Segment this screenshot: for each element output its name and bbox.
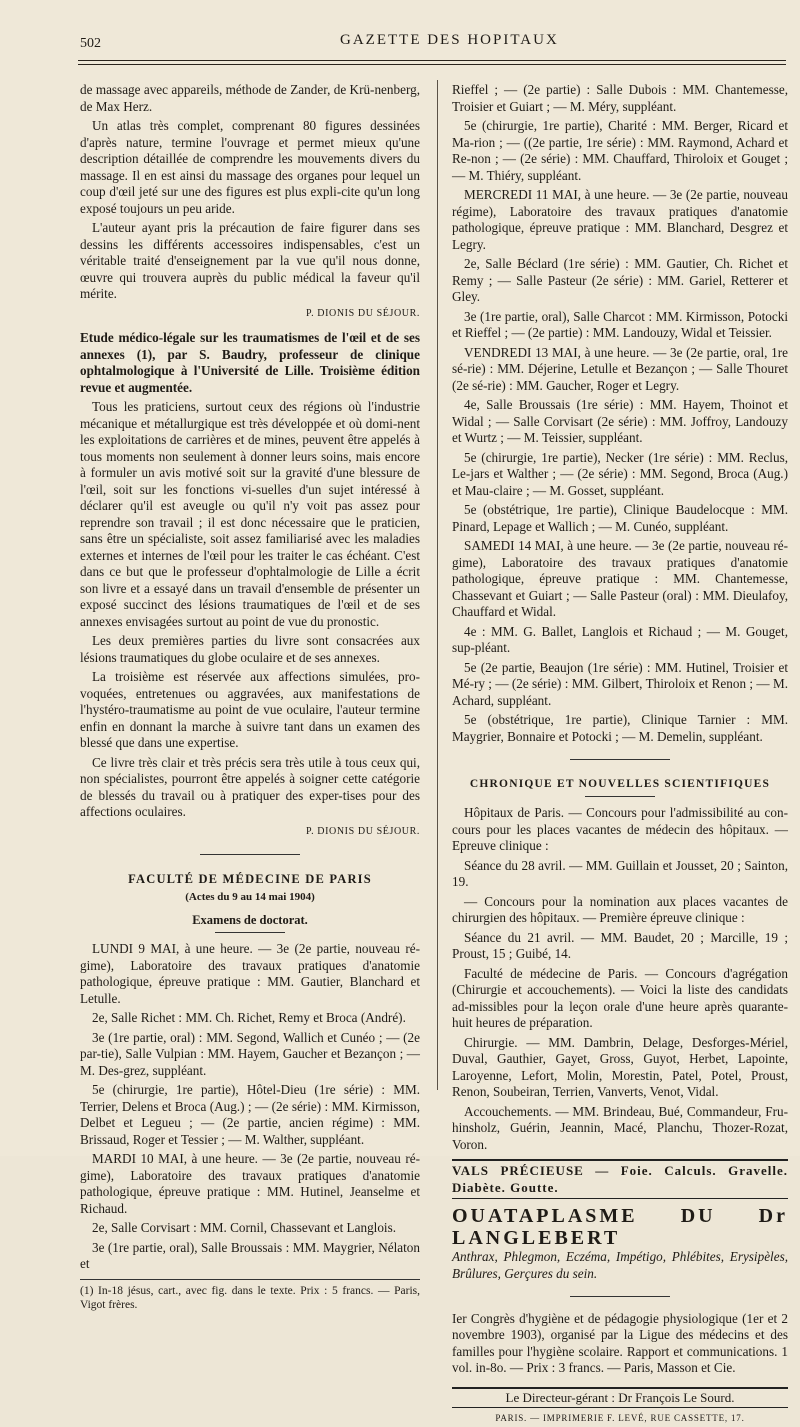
signature: P. DIONIS DU SÉJOUR. <box>306 307 420 319</box>
news-item: Accouchements. — MM. Brindeau, Bué, Commandeur, Fru-hinsholz, Guérin, Jeannin, Macé, Planchu, Thozer-Rozat, Voron. <box>452 1103 788 1152</box>
exam-entry: 3e (1re partie, oral), Salle Broussais : MM. Maygrier, Nélaton et <box>80 1239 420 1271</box>
page-number: 502 <box>80 36 101 51</box>
ornament-divider <box>452 751 788 768</box>
exam-entry: Rieffel ; — (2e partie) : Salle Dubois : MM. Chantemesse, Troisier et Guiart ; — M. Méry, suppléant. <box>452 82 788 114</box>
column-separator <box>437 80 438 1090</box>
paragraph: Tous les praticiens, surtout ceux des régions où l'industrie mécanique et métallurgique est très développée et où domi-nent les exploitations de carrières et de mines, peuvent être appelés à tous moments non seulement à donner leurs soins, mais encore à formuler un avis motivé soit sur la gravité d'une blessure de l'œil, soit sur les fonctions vi-suelles d'un sujet intéressé à déclarer qu'il est aveugle ou qu'il n'y voit pas assez pour reprendre son travail ; il est donc nécessaire que le praticien, sans être un spécialiste, soit assez familiarisé avec les maladies externes et internes de l'œil pour les traiter le cas échéant. C'est dans ce but que le professeur d'ophtalmologie de Lille a écrit son livre et a essayé dans un travail d'ensemble de présenter un exposé succinct des lésions traumatiques de l'œil et de ses annexes envisagées surtout au point de vue du pronostic. <box>80 399 420 629</box>
exam-entry: 5e (chirurgie, 1re partie), Charité : MM. Berger, Ricard et Ma-rion ; — ((2e partie, 1re série) : MM. Raymond, Achard et Re-non ; — (2e série) : MM. Chauffard, Thiroloix et Gouget ; — M. Thiéry, suppléant. <box>452 118 788 183</box>
news-item: Chirurgie. — MM. Dambrin, Delage, Desforges-Mériel, Duval, Gauthier, Gayet, Gross, Guyot, Herbet, Lapointe, Laroyenne, Lefort, Molin, Morestin, Patel, Potel, Proust, Renon, Soubeiran, Terrien, Vanverts, Venot, Vidal. <box>452 1034 788 1099</box>
ornament-divider <box>452 1288 788 1305</box>
signature: P. DIONIS DU SÉJOUR. <box>306 825 420 837</box>
paragraph: Un atlas très complet, comprenant 80 figures dessinées d'après nature, termine l'ouvrage et permet mieux qu'une description détaillée de comprendre les mouvements divers du massage. Il en est ainsi du massage des organes pour lequel un coup d'œil jeté sur une des figures est plus expli-cite qu'un long exposé toujours un peu aride. <box>80 118 420 216</box>
section-title: CHRONIQUE ET NOUVELLES SCIENTIFIQUES <box>469 777 771 790</box>
exam-entry: 5e (2e partie, Beaujon (1re série) : MM. Hutinel, Troisier et Mé-ry ; — (2e série) : MM. Gilbert, Thiroloix et Renon ; — M. Achard, suppléant. <box>452 659 788 708</box>
congress-notice: Ier Congrès d'hygiène et de pédagogie physiologique (1er et 2 novembre 1903), organisé par la Ligue des médecins et des familles pour l'hygiène scolaire. Rapport et communications. 1 vol. in-8o. — Prix : 3 francs. — Paris, Masson et Cie. <box>452 1310 788 1375</box>
news-item: — Concours pour la nomination aux places vacantes de chirurgien des hôpitaux. — Première épreuve clinique : <box>452 893 788 925</box>
exam-entry: SAMEDI 14 MAI, à une heure. — 3e (2e partie, nouveau ré-gime), Laboratoire des travaux pratiques d'anatomie pathologique, épreuve pratique : MM. Chantemesse, Chassevant et Guiart ; — Salle Pasteur (oral) : MM. Dieulafoy, Chauffard et Widal. <box>452 538 788 619</box>
exam-entry: 4e, Salle Broussais (1re série) : MM. Hayem, Thoinot et Widal ; — Salle Corvisart (2e série) : MM. Joffroy, Landouzy et Wurtz ; — M. Teissier, suppléant. <box>452 397 788 445</box>
section-subtitle: (Actes du 9 au 14 mai 1904) <box>185 891 315 903</box>
director-line: Le Directeur-gérant : Dr François Le Sourd. <box>452 1387 788 1409</box>
exam-entry: 5e (chirurgie, 1re partie), Necker (1re série) : MM. Reclus, Le-jars et Walther ; — (2e série) : MM. Segond, Broca (Aug.) et Mau-claire ; — M. Gosset, suppléant. <box>452 449 788 498</box>
news-item: Hôpitaux de Paris. — Concours pour l'admissibilité au con-cours pour les places vacantes de médecin des hôpitaux. — Epreuve clinique : <box>452 805 788 853</box>
divider <box>585 796 655 797</box>
book-review-title: Etude médico-légale sur les traumatismes de l'œil et de ses annexes (1), par S. Baudry, professeur de clinique ophtalmologique à l'Université de Lille. Troisième édition revue et augmentée. <box>80 330 420 395</box>
exam-entry: 2e, Salle Richet : MM. Ch. Richet, Remy et Broca (André). <box>92 1010 406 1025</box>
exam-entry: 3e (1re partie, oral) : MM. Segond, Wallich et Cunéo ; — (2e par-tie), Salle Vulpian : MM. Hayem, Gaucher et Bezançon ; — M. Des-grez, suppléant. <box>80 1029 420 1078</box>
exam-entry: MERCREDI 11 MAI, à une heure. — 3e (2e partie, nouveau régime), Laboratoire des travaux pratiques d'anatomie pathologique, épreuve pratique : MM. Blanchard, Desgrez et Legry. <box>452 187 788 252</box>
ornament-divider <box>80 846 420 863</box>
news-item: Séance du 28 avril. — MM. Guillain et Jousset, 20 ; Sainton, 19. <box>452 857 788 889</box>
divider <box>215 932 285 933</box>
journal-title: GAZETTE DES HOPITAUX <box>340 32 559 48</box>
advertisement-text: Anthrax, Phlegmon, Eczéma, Impétigo, Phlébites, Erysipèles, Brûlures, Gerçures du sein. <box>452 1249 788 1281</box>
printer-line: PARIS. — IMPRIMERIE F. LEVÉ, RUE CASSETTE, 17. <box>495 1413 745 1423</box>
news-item: Séance du 21 avril. — MM. Baudet, 20 ; Marcille, 19 ; Proust, 15 ; Guibé, 14. <box>452 929 788 961</box>
subsection-title: Examens de doctorat. <box>192 912 308 927</box>
advertisement-ouataplasme: OUATAPLASME DU Dr LANGLEBERT <box>452 1205 788 1249</box>
footnote: (1) In-18 jésus, cart., avec fig. dans le texte. Prix : 5 francs. — Paris, Vigot frères. <box>80 1279 420 1312</box>
paragraph: L'auteur ayant pris la précaution de faire figurer dans ses dessins les différents accessoires indispensables, c'est un véritable traité d'enseignement par la vue qu'il nous donne, œuvre qui trouvera auprès du public médical la faveur qu'il mérite. <box>80 220 420 301</box>
exam-entry: MARDI 10 MAI, à une heure. — 3e (2e partie, nouveau ré-gime), Laboratoire des travaux pratiques d'anatomie pathologique, épreuve pratique : MM. Hutinel, Jeanselme et Richaud. <box>80 1151 420 1216</box>
paragraph: de massage avec appareils, méthode de Zander, de Krü-nenberg, de Max Herz. <box>80 82 420 114</box>
exam-entry: VENDREDI 13 MAI, à une heure. — 3e (2e partie, oral, 1re sé-rie) : MM. Déjerine, Letulle et Bezançon ; — Salle Thouret (2e sé-rie) : MM. Gaucher, Roger et Legry. <box>452 344 788 393</box>
exam-entry: 5e (obstétrique, 1re partie), Clinique Baudelocque : MM. Pinard, Lepage et Wallich ; — M. Cunéo, suppléant. <box>452 502 788 534</box>
news-item: Faculté de médecine de Paris. — Concours d'agrégation (Chirurgie et accouchements). — Voici la liste des candidats ad-missibles pour la leçon orale d'une heure après quarante-huit heures de préparation. <box>452 965 788 1030</box>
exam-entry: 3e (1re partie, oral), Salle Charcot : MM. Kirmisson, Potocki et Rieffel ; — (2e partie) : MM. Landouzy, Widal et Teissier. <box>452 308 788 340</box>
paragraph: Les deux premières parties du livre sont consacrées aux lésions traumatiques du globe oculaire et de ses annexes. <box>80 633 420 665</box>
paragraph: Ce livre très clair et très précis sera très utile à tous ceux qui, non spécialistes, pourront être appelés à soigner cette catégorie de blessés du travail ou à pratiquer des exper-tises pour des affections oculaires. <box>80 754 420 819</box>
paragraph: La troisième est réservée aux affections simulées, pro-voquées, entretenues ou aggravées, aux manifestations de l'hystéro-traumatisme au point de vue oculaire, l'auteur termine enfin en donnant la marche à suivre tant dans un examen des blessé que dans une expertise. <box>80 669 420 750</box>
exam-entry: 5e (obstétrique, 1re partie), Clinique Tarnier : MM. Maygrier, Bonnaire et Potocki ; — M. Demelin, suppléant. <box>452 712 788 744</box>
left-column <box>80 82 420 1312</box>
exam-entry: 2e, Salle Corvisart : MM. Cornil, Chassevant et Langlois. <box>92 1220 397 1235</box>
exam-entry: 5e (chirurgie, 1re partie), Hôtel-Dieu (1re série) : MM. Terrier, Delens et Broca (Aug.) ; — (2e série) : MM. Kirmisson, Delbet et Legueu ; — (2e partie, ancien régime) : MM. Brissaud, Roger et Tessier ; — M. Walther, suppléant. <box>80 1082 420 1147</box>
right-column <box>452 82 788 1427</box>
exam-entry: LUNDI 9 MAI, à une heure. — 3e (2e partie, nouveau ré-gime), Laboratoire des travaux pratiques d'anatomie pathologique, épreuve pratique : MM. Gautier, Blanchard et Letulle. <box>80 941 420 1006</box>
header-rule <box>78 60 786 61</box>
section-title: FACULTÉ DE MÉDECINE DE PARIS <box>128 871 372 886</box>
header-rule-2 <box>78 64 786 65</box>
exam-entry: 4e : MM. G. Ballet, Langlois et Richaud ; — M. Gouget, sup-pléant. <box>452 623 788 655</box>
advertisement-vals: VALS PRÉCIEUSE — Foie. Calculs. Gravelle. Diabète. Goutte. <box>452 1159 788 1199</box>
exam-entry: 2e, Salle Béclard (1re série) : MM. Gautier, Ch. Richet et Remy ; — Salle Pasteur (2e série) : MM. Gariel, Retterer et Gley. <box>452 256 788 304</box>
